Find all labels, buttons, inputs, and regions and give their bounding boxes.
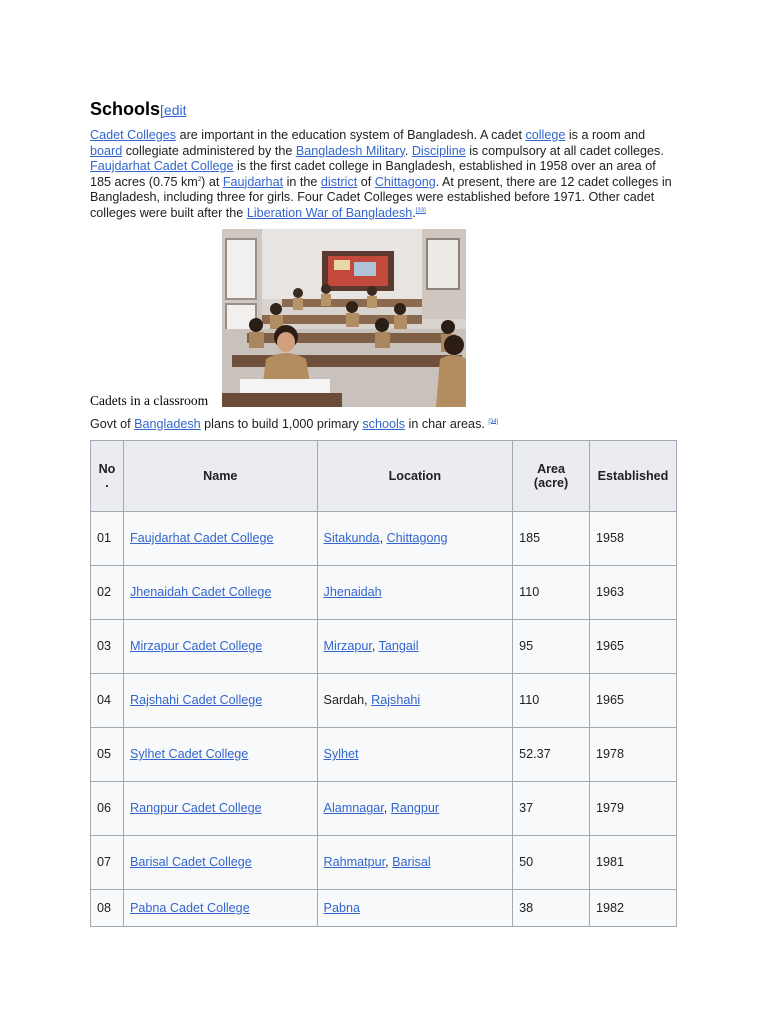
article-content bbox=[90, 98, 680, 927]
link-cadet-colleges[interactable]: Cadet Colleges bbox=[90, 128, 177, 142]
paragraph-text: is compulsory at all cadet colleges. bbox=[465, 143, 664, 158]
location-separator: , bbox=[371, 639, 379, 654]
paragraph-text: Govt of bbox=[90, 416, 135, 431]
cell-area: 95 bbox=[513, 619, 590, 673]
paragraph-text: are important in the education system of Bangladesh. A cadet bbox=[176, 128, 526, 142]
cell-no: 04 bbox=[91, 673, 124, 727]
table-row bbox=[91, 889, 677, 926]
paragraph-text: . At present, there are 12 cadet colleges in Bangladesh, including three for girls. Four Cadet Colleges were established before 1971. Other cadet colleges were built after the bbox=[90, 174, 672, 220]
cell-location bbox=[317, 835, 513, 889]
table-row bbox=[91, 511, 677, 565]
college-name-link[interactable]: Rangpur Cadet College bbox=[129, 801, 262, 816]
location-link[interactable]: Sitakunda bbox=[323, 531, 380, 546]
cell-area: 110 bbox=[513, 565, 590, 619]
link-chittagong[interactable]: Chittagong bbox=[374, 174, 436, 189]
header-area bbox=[513, 440, 590, 511]
college-name-link[interactable]: Barisal Cadet College bbox=[129, 855, 252, 870]
college-name-link[interactable]: Rajshahi Cadet College bbox=[129, 693, 263, 708]
primary-schools-paragraph bbox=[90, 416, 680, 432]
college-name-link[interactable]: Jhenaidah Cadet College bbox=[129, 585, 272, 600]
cell-established: 1965 bbox=[590, 673, 677, 727]
cell-location bbox=[317, 673, 513, 727]
cell-established: 1979 bbox=[590, 781, 677, 835]
reference-33-link[interactable]: [33] bbox=[415, 207, 426, 214]
superscript-km: 2 bbox=[197, 176, 202, 183]
location-link[interactable]: Barisal bbox=[392, 855, 431, 870]
link-liberation-war[interactable]: Liberation War of Bangladesh bbox=[246, 205, 413, 220]
header-no-text: No bbox=[98, 461, 116, 476]
location-link[interactable]: Jhenaidah bbox=[323, 585, 382, 600]
reference-34-link[interactable]: [34] bbox=[488, 418, 499, 425]
location-link[interactable]: Rahmatpur bbox=[323, 855, 386, 870]
table-row bbox=[91, 835, 677, 889]
cell-location bbox=[317, 619, 513, 673]
table-row bbox=[91, 673, 677, 727]
location-link[interactable]: Rajshahi bbox=[371, 693, 421, 708]
cell-no: 07 bbox=[91, 835, 124, 889]
link-college[interactable]: college bbox=[525, 128, 566, 142]
section-title: Schools bbox=[90, 99, 161, 119]
cell-no: 03 bbox=[91, 619, 124, 673]
college-name-link[interactable]: Mirzapur Cadet College bbox=[129, 639, 263, 654]
cell-no: 08 bbox=[91, 889, 124, 926]
header-no bbox=[91, 440, 124, 511]
header-area-unit: (acre) bbox=[533, 475, 569, 490]
link-faujdarhat[interactable]: Faujdarhat bbox=[222, 174, 284, 189]
cell-no: 05 bbox=[91, 727, 124, 781]
edit-section-link[interactable]: [edit bbox=[160, 102, 187, 118]
cell-area: 37 bbox=[513, 781, 590, 835]
classroom-photo[interactable] bbox=[222, 229, 466, 407]
link-district[interactable]: district bbox=[320, 174, 358, 189]
header-area-text: Area bbox=[537, 461, 566, 476]
location-link[interactable]: Sylhet bbox=[323, 747, 359, 762]
location-separator: , bbox=[385, 855, 393, 870]
paragraph-text: . bbox=[404, 143, 412, 158]
link-discipline[interactable]: Discipline bbox=[411, 143, 466, 158]
location-separator: , bbox=[383, 801, 391, 816]
link-bangladesh-military[interactable]: Bangladesh Military bbox=[295, 143, 405, 158]
paragraph-text: is the first cadet college in Bangladesh, established in 1958 over an area of 185 acres (0.75 km bbox=[90, 159, 656, 189]
college-name-link[interactable]: Sylhet Cadet College bbox=[129, 747, 249, 762]
location-link[interactable]: Tangail bbox=[378, 639, 419, 654]
cell-name bbox=[123, 781, 317, 835]
cell-no: 06 bbox=[91, 781, 124, 835]
cell-name bbox=[123, 889, 317, 926]
header-no-dot: . bbox=[105, 475, 109, 490]
classroom-figure bbox=[90, 229, 680, 409]
paragraph-text: ) at bbox=[201, 174, 223, 189]
paragraph-text: in the bbox=[283, 174, 321, 189]
cell-location bbox=[317, 511, 513, 565]
header-location: Location bbox=[317, 440, 513, 511]
cell-name bbox=[123, 835, 317, 889]
paragraph-text: collegiate administered by the bbox=[122, 143, 296, 158]
paragraph-text: is a room and bbox=[565, 128, 646, 142]
cell-established: 1958 bbox=[590, 511, 677, 565]
cell-established: 1965 bbox=[590, 619, 677, 673]
location-link[interactable]: Chittagong bbox=[386, 531, 448, 546]
table-row bbox=[91, 781, 677, 835]
cell-name bbox=[123, 565, 317, 619]
section-heading bbox=[90, 98, 680, 121]
location-link[interactable]: Alamnagar bbox=[323, 801, 384, 816]
cell-location bbox=[317, 781, 513, 835]
paragraph-text: in char areas. bbox=[405, 416, 489, 431]
header-established: Established bbox=[590, 440, 677, 511]
cell-location bbox=[317, 565, 513, 619]
cell-established: 1978 bbox=[590, 727, 677, 781]
cell-area: 50 bbox=[513, 835, 590, 889]
table-row bbox=[91, 727, 677, 781]
paragraph-text: of bbox=[357, 174, 375, 189]
cell-no: 01 bbox=[91, 511, 124, 565]
table-header-row bbox=[91, 440, 677, 511]
cell-established: 1982 bbox=[590, 889, 677, 926]
location-link[interactable]: Mirzapur bbox=[323, 639, 372, 654]
paragraph-text: . bbox=[412, 205, 416, 220]
cell-name bbox=[123, 727, 317, 781]
cell-no: 02 bbox=[91, 565, 124, 619]
cell-established: 1963 bbox=[590, 565, 677, 619]
cell-name bbox=[123, 511, 317, 565]
college-name-link[interactable]: Pabna Cadet College bbox=[129, 900, 250, 915]
location-separator: , bbox=[379, 531, 387, 546]
location-link[interactable]: Pabna bbox=[323, 900, 360, 915]
cadet-colleges-table bbox=[90, 440, 677, 927]
cell-area: 185 bbox=[513, 511, 590, 565]
header-name: Name bbox=[123, 440, 317, 511]
cell-area: 52.37 bbox=[513, 727, 590, 781]
figure-caption: Cadets in a classroom bbox=[90, 392, 209, 408]
cell-name bbox=[123, 673, 317, 727]
cell-area: 38 bbox=[513, 889, 590, 926]
table-row bbox=[91, 565, 677, 619]
link-schools[interactable]: schools bbox=[362, 416, 406, 431]
location-text: Sardah, bbox=[323, 693, 372, 708]
location-link[interactable]: Rangpur bbox=[390, 801, 440, 816]
link-bangladesh[interactable]: Bangladesh bbox=[134, 416, 201, 431]
cell-location bbox=[317, 727, 513, 781]
cell-established: 1981 bbox=[590, 835, 677, 889]
cell-location bbox=[317, 889, 513, 926]
intro-paragraph bbox=[90, 128, 680, 222]
classroom-photo-illustration bbox=[222, 229, 466, 407]
cell-name bbox=[123, 619, 317, 673]
cell-area: 110 bbox=[513, 673, 590, 727]
paragraph-text: plans to build 1,000 primary bbox=[200, 416, 363, 431]
link-faujdarhat-cadet-college[interactable]: Faujdarhat Cadet College bbox=[90, 159, 234, 174]
college-name-link[interactable]: Faujdarhat Cadet College bbox=[129, 531, 274, 546]
table-row bbox=[91, 619, 677, 673]
link-board[interactable]: board bbox=[90, 143, 123, 158]
